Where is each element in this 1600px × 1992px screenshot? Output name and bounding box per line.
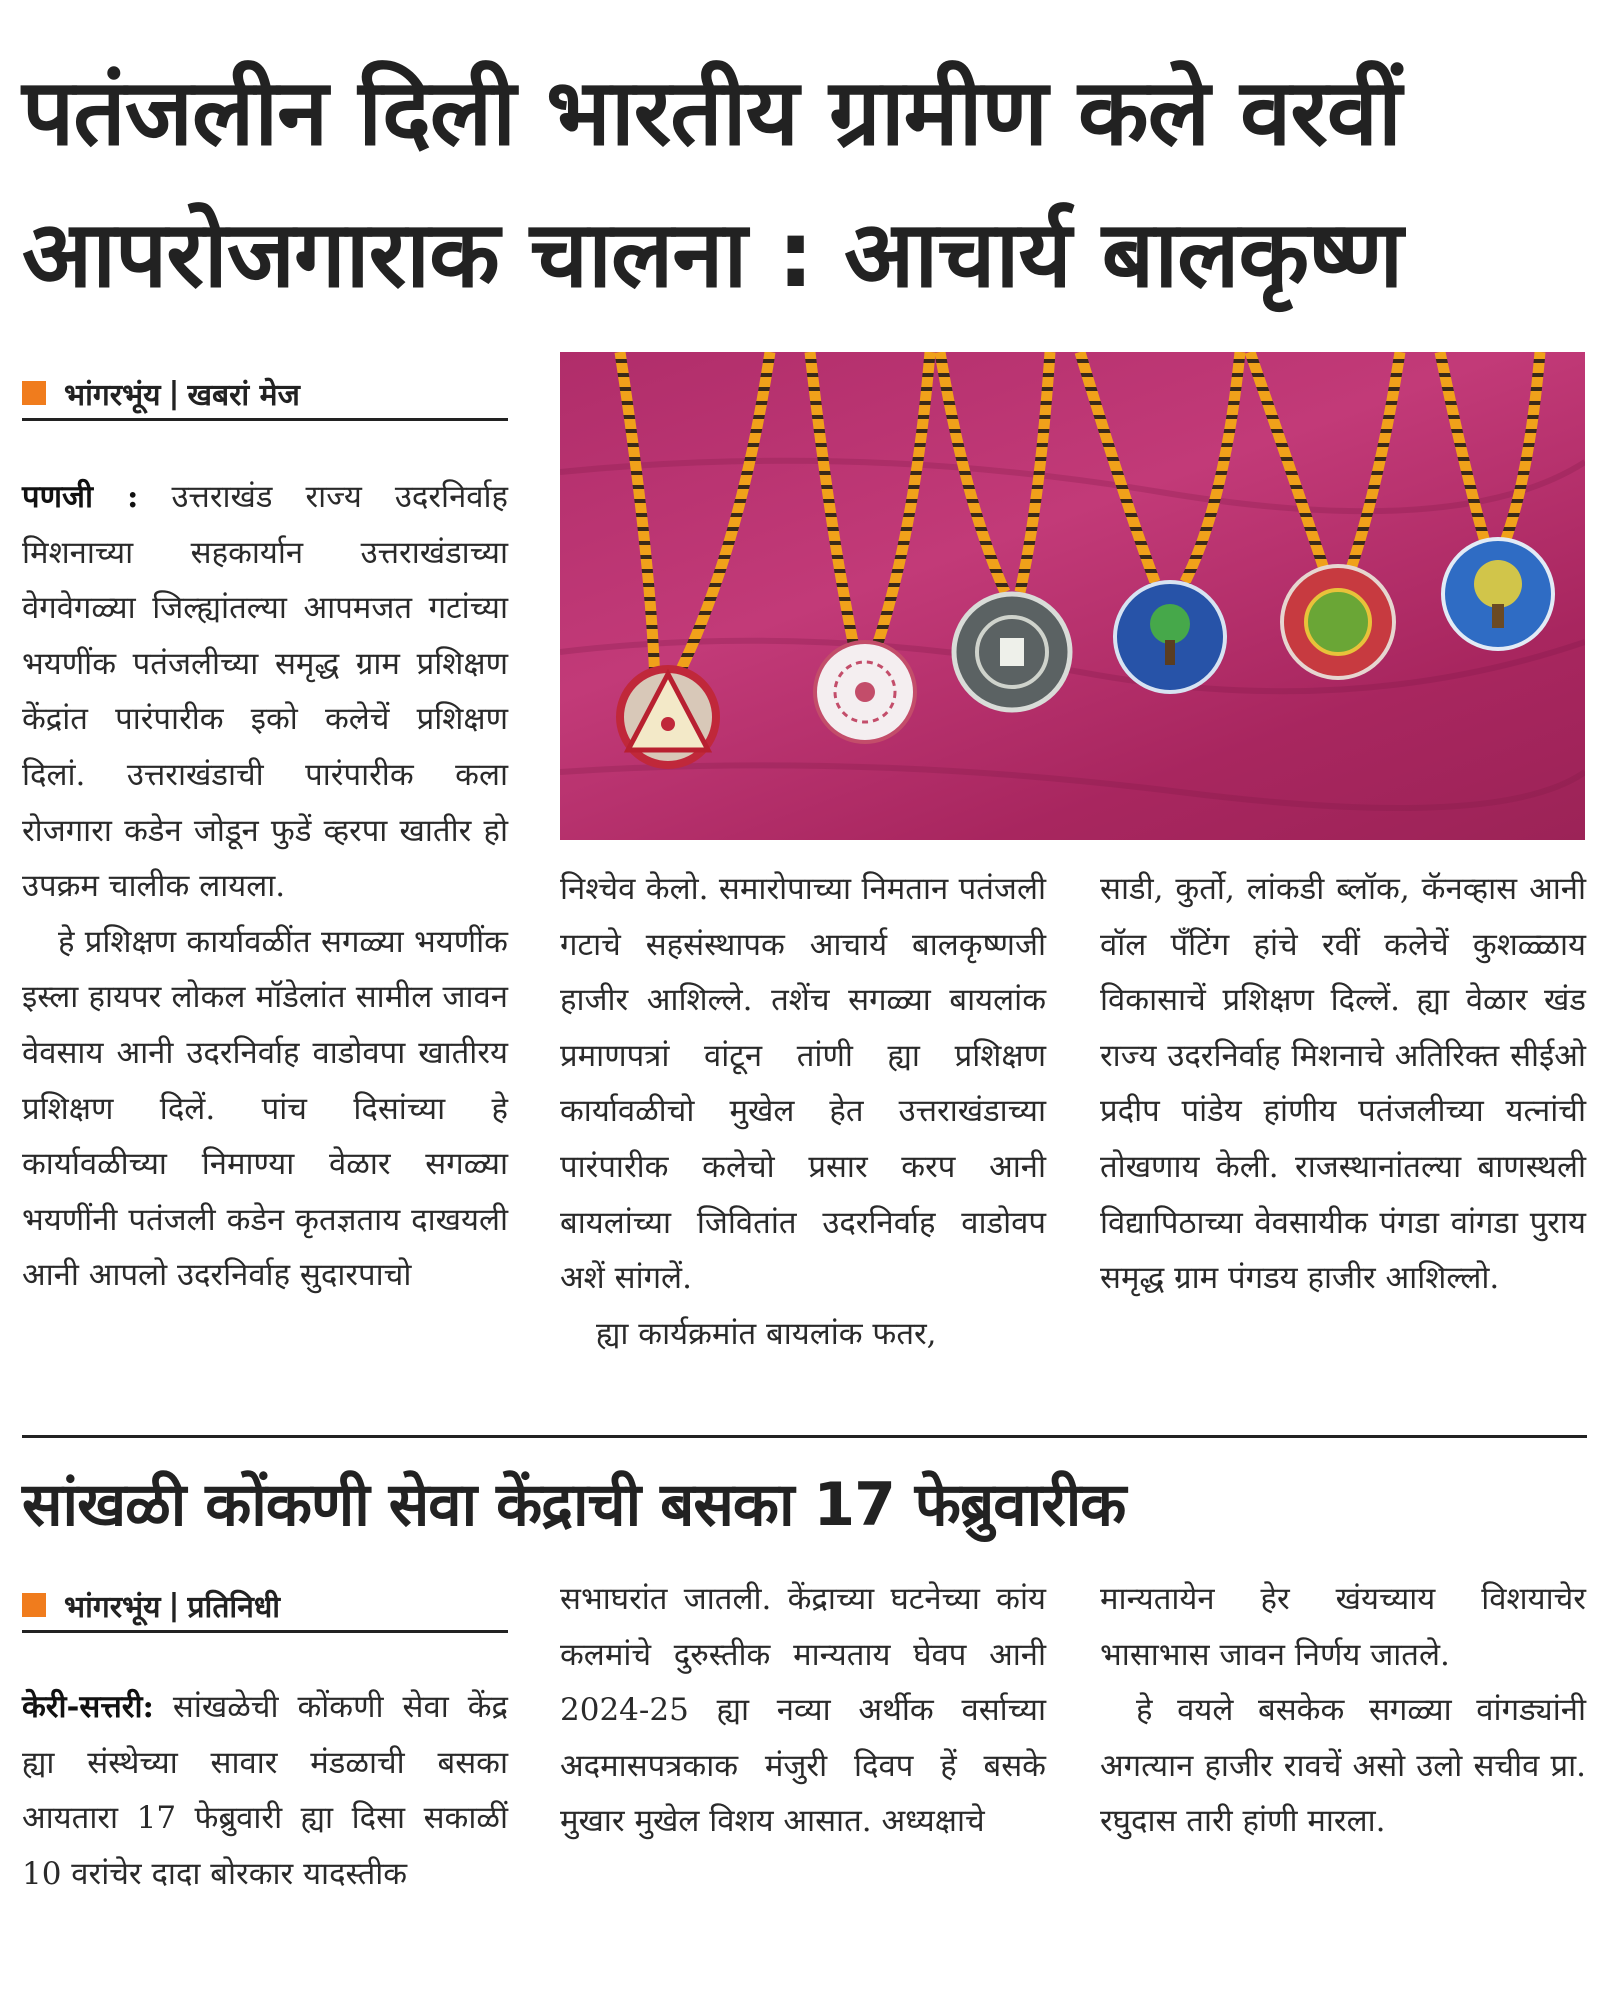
necklace-5 — [1250, 352, 1400, 678]
article1-paragraph-1-text: उत्तराखंड राज्य उदरनिर्वाह मिशनाच्या सहकार्यान उत्तराखंडाच्या वेगवेगळ्या जिल्ह्यांतल्या आपमजत गटांच्या भयणींक पतंजलीच्या समृद्ध ग्राम प्रशिक्षण केंद्रांत पारंपारीक इको कलेचें प्रशिक्षण दिलां. उत्तराखंडाची पारंपारीक कला रोजगारा कडेन जोडून फुडें व्हरपा खातीर हो उपक्रम चालीक लायला. — [22, 479, 508, 905]
necklace-3 — [940, 352, 1070, 710]
article2-column-3 — [1100, 1572, 1586, 1850]
byline-source: खबरां मेज — [187, 377, 300, 413]
byline-square-icon — [22, 1593, 46, 1617]
article1-column-2 — [560, 862, 1046, 1362]
byline-separator: | — [168, 1587, 180, 1623]
necklace-2 — [810, 352, 930, 742]
article1-paragraph-3: निश्चेव केलो. समारोपाच्या निमतान पतंजली गटाचे सहसंस्थापक आचार्य बालकृष्णजी हाजीर आशिल्ले. तशेंच सगळ्या बायलांक प्रमाणपत्रां वांटून तांणी ह्या प्रशिक्षण कार्यावळीचो मुखेल हेत उत्तराखंडाच्या पारंपारीक कलेचो प्रसार करप आनी बायलांच्या जिवितांत उदरनिर्वाह वाडोवप अशें सांगलें. — [560, 871, 1046, 1297]
article1-paragraph-4: ह्या कार्यक्रमांत बायलांक फतर, — [596, 1315, 937, 1352]
article2-paragraph-1 — [22, 1680, 508, 1902]
necklace-4 — [1080, 352, 1240, 692]
article2-headline: सांखळी कोंकणी सेवा केंद्राची बसका 17 फेब्रुवारीक — [22, 1470, 1126, 1540]
necklaces-illustration — [560, 352, 1585, 840]
article2-byline — [22, 1580, 508, 1633]
necklaces-photo — [560, 352, 1585, 840]
necklace-1 — [620, 352, 770, 765]
article2-column-2 — [560, 1572, 1046, 1850]
byline-place: भांगरभूंय — [64, 377, 161, 413]
byline-source: प्रतिनिधी — [187, 1589, 281, 1625]
article2-paragraph-4: हे वयले बसकेक सगळ्या वांगड्यांनी अगत्यान हाजीर रावचें असो उलो सचीव प्रा. रघुदास तारी हांणी मारला. — [1100, 1692, 1586, 1840]
byline-separator: | — [168, 375, 180, 411]
article1-headline-line2: आपरोजगाराक चालना : आचार्य बालकृष्ण — [22, 201, 1403, 308]
article1-dateline: पणजी : — [22, 479, 139, 515]
article1-byline — [22, 368, 508, 421]
article2-dateline: केरी-सत्तरी: — [22, 1689, 154, 1725]
article1-paragraph-2: हे प्रशिक्षण कार्यावळींत सगळ्या भयणींक इस्ला हायपर लोकल मॉडेलांत सामील जावन वेवसाय आनी उदरनिर्वाह वाडोवपा खातीरय प्रशिक्षण दिलें. पांच दिसांच्या हे कार्यावळीच्या निमाण्या वेळार सगळ्या भयणींनी पतंजली कडेन कृतज्ञताय दाखयली आनी आपलो उदरनिर्वाह सुदारपाचो — [22, 923, 508, 1294]
article1-headline-line1: पतंजलीन दिली भारतीय ग्रामीण कले वरवीं — [22, 59, 1401, 166]
article2-paragraph-3: मान्यतायेन हेर खंयच्याय विशयाचेर भासाभास जावन निर्णय जातले. — [1100, 1581, 1586, 1673]
byline-place: भांगरभूंय — [64, 1589, 161, 1625]
article-divider-rule — [22, 1435, 1587, 1438]
article1-paragraph-5: साडी, कुर्तो, लांकडी ब्लॉक, कॅनव्हास आनी वॉल पॅंटिंग हांचे रवीं कलेचें कुशळ्ळाय विकासाचें प्रशिक्षण दिल्लें. ह्या वेळार खंड राज्य उदरनिर्वाह मिशनाचे अतिरिक्त सीईओ प्रदीप पांडेय हांणीय पतंजलीच्या यत्नांची तोखणाय केली. राजस्थानांतल्या बाणस्थली विद्यापिठाच्या वेवसायीक पंगडा वांगडा पुराय समृद्ध ग्राम पंगडय हाजीर आशिल्लो. — [1100, 871, 1586, 1297]
article1-column-1 — [22, 470, 508, 1304]
article1-paragraph-1 — [22, 470, 508, 915]
article2-paragraph-1-text: सांखळेची कोंकणी सेवा केंद्र ह्या संस्थेच्या सावार मंडळाची बसका आयतारा 17 फेब्रुवारी ह्या दिसा सकाळीं 10 वरांचेर दादा बोरकार यादस्तीक — [22, 1689, 508, 1892]
article1-column-3 — [1100, 862, 1586, 1307]
article2-paragraph-2: सभाघरांत जातली. केंद्राच्या घटनेच्या कांय कलमांचे दुरुस्तीक मान्यताय घेवप आनी 2024-25 ह्या नव्या अर्थीक वर्साच्या अदमासपत्रकाक मंजुरी दिवप हें बसके मुखार मुखेल विशय आसात. अध्यक्षाचे — [560, 1581, 1046, 1840]
article2-column-1 — [22, 1680, 508, 1902]
byline-square-icon — [22, 381, 46, 405]
